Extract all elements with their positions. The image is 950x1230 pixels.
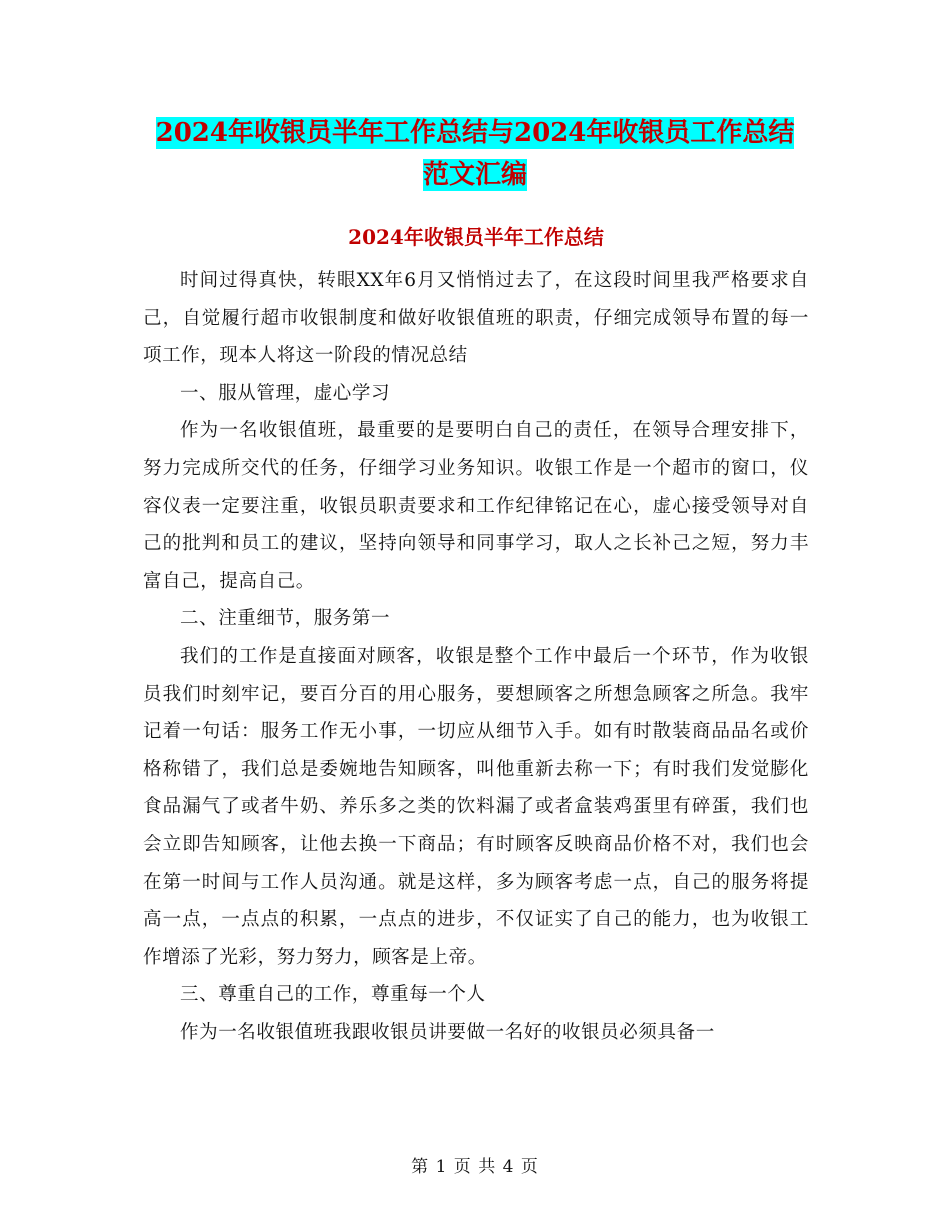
- paragraph-3: 作为一名收银值班我跟收银员讲要做一名好的收银员必须具备一: [180, 1021, 715, 1043]
- paragraph-intro: 时间过得真快，转眼XX年6月又悄悄过去了，在这段时间里我严格要求自己，自觉履行超市收银制度和做好收银值班的职责，仔细完成领导布置的每一项工作，现本人将这一阶段的情况总结: [143, 270, 809, 367]
- subheading-2: 二、注重细节，服务第一: [180, 608, 391, 630]
- page-footer: 第 1 页 共 4 页: [411, 1157, 539, 1177]
- document-title: [120, 112, 830, 196]
- subheading-3: 三、尊重自己的工作，尊重每一个人: [180, 984, 486, 1006]
- paragraph-1: 作为一名收银值班，最重要的是要明白自己的责任，在领导合理安排下，努力完成所交代的任务，仔细学习业务知识。收银工作是一个超市的窗口，仪容仪表一定要注重，收银员职责要求和工作纪律铭记在心，虚心接受领导对自己的批判和员工的建议，坚持向领导和同事学习，取人之长补己之短，努力丰富自己，提高自己。: [143, 420, 809, 592]
- document-title-line2: 范文汇编: [422, 160, 527, 190]
- paragraph-2: 我们的工作是直接面对顾客，收银是整个工作中最后一个环节，作为收银员我们时刻牢记，要百分百的用心服务，要想顾客之所想急顾客之所急。我牢记着一句话：服务工作无小事，一切应从细节入手。如有时散装商品品名或价格称错了，我们总是委婉地告知顾客，叫他重新去称一下；有时我们发觉膨化食品漏气了或者牛奶、养乐多之类的饮料漏了或者盒装鸡蛋里有碎蛋，我们也会立即告知顾客，让他去换一下商品；有时顾客反映商品价格不对，我们也会在第一时间与工作人员沟通。就是这样，多为顾客考虑一点，自己的服务将提高一点，一点点的积累，一点点的进步，不仅证实了自己的能力，也为收银工作增添了光彩，努力努力，顾客是上帝。: [143, 645, 809, 968]
- document-title-line1: 2024年收银员半年工作总结与2024年收银员工作总结: [155, 118, 795, 148]
- body-text: [143, 262, 809, 1051]
- subheading-1: 一、服从管理，虚心学习: [180, 382, 391, 404]
- section-title: 2024年收银员半年工作总结: [348, 225, 604, 249]
